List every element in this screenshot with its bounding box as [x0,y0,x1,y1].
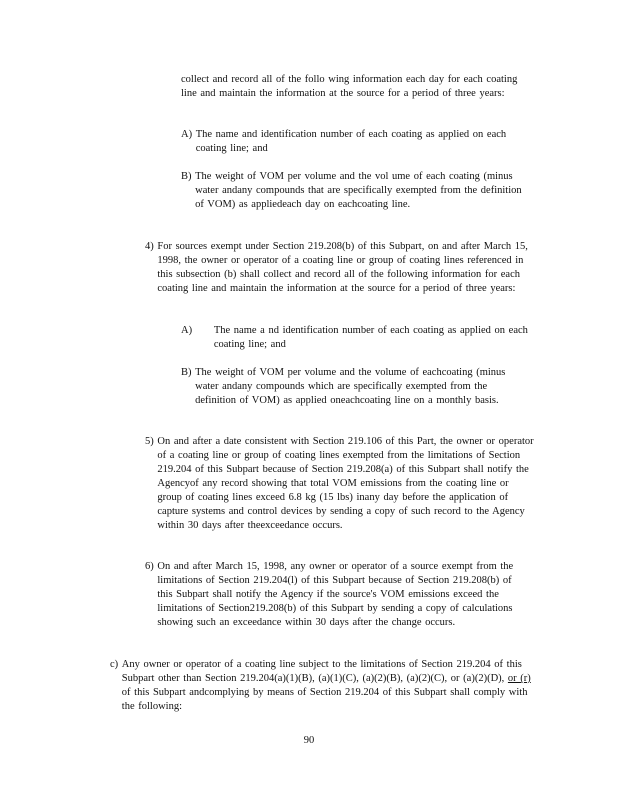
item-5-label: 5) [145,436,158,447]
item-6-label: 6) [145,561,158,572]
item-c-underlined-reference: or (r) [507,673,531,684]
intro-item-a-text: The name and identification number of each coating as applied on each coating line; and [195,129,507,154]
item-5-text: On and after a date consistent with Section 219.106 of this Part, the owner or operator of a coating line or group of coating lines exempted from the limitations of Section 219.204 of this Subpart because of Section 219.208(a) of this Subpart shall notify the Agencyof any record showing that total VOM emissions from the coating line or group of coating lines exceed 6.8 kg (15 lbs) inany day before the application of capture systems and control devices by sending a copy of such record to the Agency within 30 days after theexceedance occurs. [157,436,534,531]
item-4-text: For sources exempt under Section 219.208(b) of this Subpart, on and after March 15, 1998, the owner or operator of a coating line or group of coating lines referenced in this subsection (b) shall collect and record all of the following information for each coating line and maintain the information at the source for a period of three years: [157,241,528,294]
intro-item-b-label: B) [181,171,196,182]
intro-paragraph: collect and record all of the follo wing information each day for each coating line and maintain the information at the source for a period of three years: [181,74,518,99]
item-c-label: c) [110,659,122,670]
item-c-text [122,658,532,714]
item-4-b-text: The weight of VOM per volume and the volume of eachcoating (minus water andany compounds which are specifically exempted from the definition of VOM) as applied oneachcoating line on a monthly basis. [195,367,506,406]
item-c-text-before: Any owner or operator of a coating line subject to the limitations of Section 219.204 of this Subpart other than Section 219.204(a)(1)(B), (a)(1)(C), (a)(2)(B), (a)(2)(C), or (a)(2)(D), [121,659,522,684]
intro-item-a [181,128,517,156]
item-4-a-label: A) [181,325,214,336]
item-4-a-text: The name a nd identification number of each coating as applied on each coating line; and [213,325,528,350]
item-c [110,658,532,714]
intro-item-b-text: The weight of VOM per volume and the vol ume of each coating (minus water andany compounds that are specifically exempted from the definition of VOM) as appliedeach day on eachcoating line. [195,171,522,210]
item-4-a [181,324,537,352]
page-number: 90 [303,735,315,746]
intro-item-a-label: A) [181,129,196,140]
item-5 [145,435,535,533]
item-c-text-after: of this Subpart andcomplying by means of Section 219.204 of this Subpart shall comply with the following: [121,687,528,712]
intro-item-b [181,170,526,212]
item-4-b [181,366,531,408]
item-6-text: On and after March 15, 1998, any owner or operator of a source exempt from the limitations of Section 219.204(l) of this Subpart because of Section 219.208(b) of this Subpart shall notify the Agency if the source's VOM emissions exceed the limitations of Section219.208(b) of this Subpart by sending a copy of calculations showing such an exceedance within 30 days after the change occurs. [157,561,514,628]
item-4-b-label: B) [181,367,196,378]
item-6 [145,560,523,630]
item-4 [145,240,529,296]
item-4-label: 4) [145,241,158,252]
